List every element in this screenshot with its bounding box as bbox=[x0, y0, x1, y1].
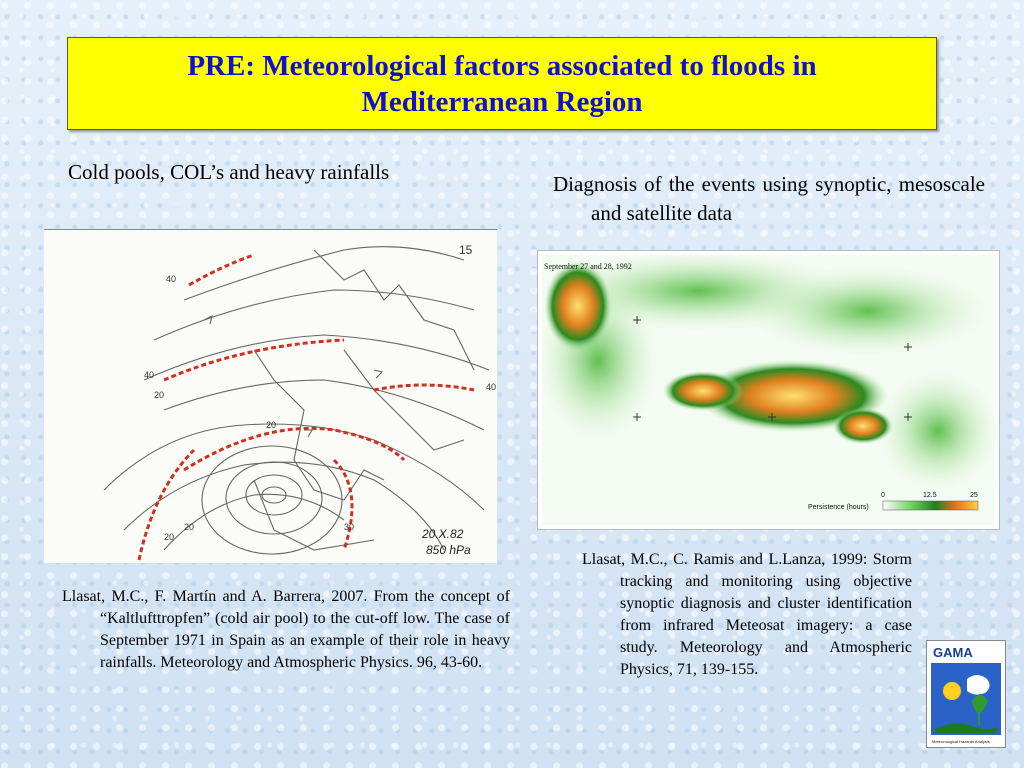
isobar bbox=[184, 247, 464, 300]
front-line bbox=[374, 385, 474, 390]
isobar bbox=[144, 335, 489, 380]
cloud-cover bbox=[748, 266, 988, 356]
right-reference: Llasat, M.C., C. Ramis and L.Lanza, 1999: Storm tracking and monitoring using objective synoptic diagnosis and cluster identification from infrared Meteosat imagery: a case study. Meteorology and Atmospheric Physics, 71, 139-155. bbox=[582, 551, 912, 678]
gama-logo bbox=[926, 640, 1006, 748]
right-section-heading: Diagnosis of the events using synoptic, mesoscale and satellite data bbox=[553, 172, 985, 225]
storm-cluster bbox=[833, 408, 893, 444]
isobar bbox=[164, 380, 484, 430]
page-title: PRE: Meteorological factors associated to floods in Mediterranean Region bbox=[187, 49, 817, 118]
legend-tick: 12.5 bbox=[923, 492, 937, 499]
contour-label: 40 bbox=[486, 382, 497, 392]
map-date-stamp: 20.X.82 bbox=[422, 527, 464, 541]
contour-label: 40 bbox=[144, 370, 155, 380]
flow-arrow bbox=[204, 316, 212, 324]
contour-label: 20 bbox=[164, 532, 175, 542]
coastline bbox=[344, 350, 464, 450]
sun-icon bbox=[943, 682, 961, 700]
satellite-image bbox=[537, 250, 1000, 530]
satellite-drawing bbox=[538, 251, 999, 529]
flow-arrow bbox=[304, 430, 312, 437]
left-reference: Llasat, M.C., F. Martín and A. Barrera, 2007. From the concept of “Kaltlufttropfen” (cold air pool) to the cut-off low. The case of September 1971 in Spain as an example of their role in heavy rainfalls. Meteorology and Atmospheric Physics. 96, 43-60. bbox=[62, 588, 510, 671]
cloud-cover bbox=[878, 371, 998, 491]
gama-logo-graphic bbox=[927, 641, 1005, 747]
storm-cluster bbox=[544, 261, 612, 351]
contour-label: 20 bbox=[184, 522, 195, 532]
title-banner bbox=[67, 37, 937, 130]
legend-tick: 0 bbox=[881, 492, 885, 499]
synoptic-map bbox=[44, 229, 497, 563]
persistence-legend-bar bbox=[883, 501, 978, 510]
front-line bbox=[139, 450, 194, 560]
coastline bbox=[314, 250, 474, 370]
front-line bbox=[184, 428, 404, 470]
front-line bbox=[164, 340, 344, 380]
legend-label: Persistence (hours) bbox=[808, 504, 869, 511]
satellite-caption: September 27 and 28, 1992 bbox=[544, 262, 632, 271]
flow-arrow bbox=[374, 370, 382, 378]
front-line bbox=[189, 255, 254, 285]
contour-label: 30 bbox=[344, 522, 355, 532]
logo-name: GAMA bbox=[933, 645, 973, 660]
contour-label: 20 bbox=[266, 420, 277, 430]
storm-cluster bbox=[663, 371, 743, 411]
contour-label: 40 bbox=[166, 274, 177, 284]
logo-subtitle: Meteorological Hazards Analysis bbox=[932, 739, 990, 744]
logo-background bbox=[931, 663, 1001, 735]
synoptic-map-drawing bbox=[44, 230, 497, 563]
map-number: 15 bbox=[459, 243, 473, 257]
map-level-stamp: 850 hPa bbox=[426, 543, 471, 557]
isobar bbox=[154, 290, 474, 340]
left-section-heading: Cold pools, COL’s and heavy rainfalls bbox=[68, 160, 390, 184]
front-line bbox=[334, 460, 355, 550]
contour-label: 20 bbox=[154, 390, 165, 400]
legend-tick: 25 bbox=[970, 492, 978, 499]
